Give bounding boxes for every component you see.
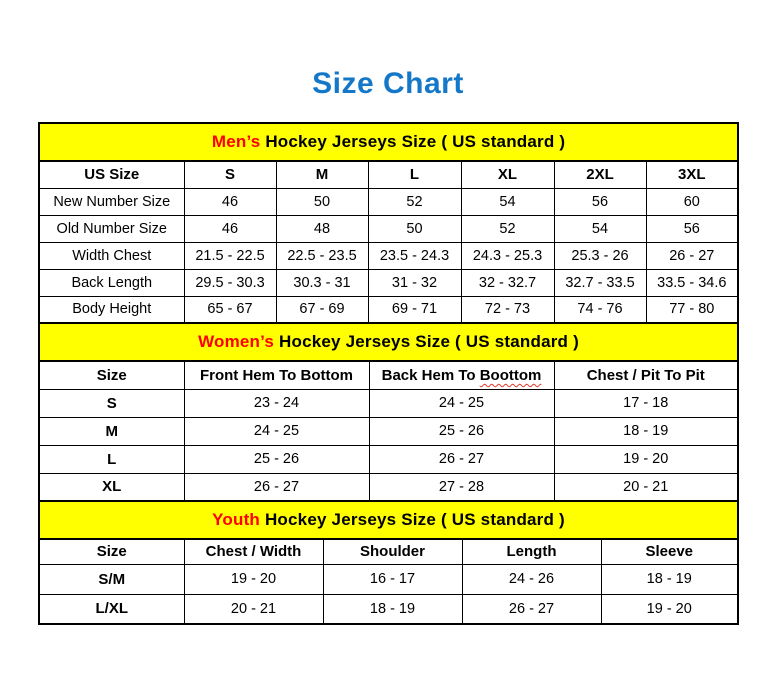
mens-header-row — [39, 161, 738, 188]
womens-section-title — [39, 323, 738, 361]
cell: 25.3 - 26 — [554, 242, 646, 269]
page-title: Size Chart — [312, 67, 464, 100]
cell: 21.5 - 22.5 — [184, 242, 276, 269]
table-row — [39, 389, 738, 417]
table-row — [39, 269, 738, 296]
cell: 46 — [184, 188, 276, 215]
cell: 24 - 26 — [462, 564, 601, 594]
cell: 16 - 17 — [323, 564, 462, 594]
mens-size-table — [38, 122, 739, 324]
table-row — [39, 594, 738, 624]
youth-col-header: Chest / Width — [184, 539, 323, 564]
row-label: M — [39, 417, 184, 445]
cell: 26 - 27 — [184, 473, 369, 501]
womens-header-row — [39, 361, 738, 389]
cell: 23.5 - 24.3 — [368, 242, 461, 269]
row-label: S/M — [39, 564, 184, 594]
youth-col-header: Length — [462, 539, 601, 564]
cell: 52 — [368, 188, 461, 215]
mens-col-header: 2XL — [554, 161, 646, 188]
womens-col-header-back-hem: Back Hem To — [381, 366, 480, 384]
cell: 18 - 19 — [554, 417, 738, 445]
cell: 19 - 20 — [184, 564, 323, 594]
cell: 50 — [276, 188, 368, 215]
womens-col-header: Front Hem To Bottom — [184, 361, 369, 389]
row-label: New Number Size — [39, 188, 184, 215]
womens-size-table — [38, 322, 739, 502]
cell: 77 - 80 — [646, 296, 738, 323]
mens-section-band — [39, 123, 738, 161]
table-row — [39, 215, 738, 242]
youth-section-band — [39, 501, 738, 539]
womens-section-title-rest: Hockey Jerseys Size ( US standard ) — [274, 332, 579, 351]
womens-section-band — [39, 323, 738, 361]
mens-col-header: US Size — [39, 161, 184, 188]
row-label: Width Chest — [39, 242, 184, 269]
cell: 60 — [646, 188, 738, 215]
mens-section-title — [39, 123, 738, 161]
misspelled-word: Boottom — [479, 366, 542, 384]
row-label: Old Number Size — [39, 215, 184, 242]
cell: 19 - 20 — [554, 445, 738, 473]
cell: 56 — [554, 188, 646, 215]
cell: 24 - 25 — [184, 417, 369, 445]
table-row — [39, 445, 738, 473]
cell: 24.3 - 25.3 — [461, 242, 554, 269]
youth-header-row — [39, 539, 738, 564]
tables-container — [38, 122, 737, 625]
womens-col-header: Size — [39, 361, 184, 389]
cell: 50 — [368, 215, 461, 242]
cell: 27 - 28 — [369, 473, 554, 501]
youth-size-table — [38, 500, 739, 625]
youth-col-header: Shoulder — [323, 539, 462, 564]
mens-section-title-rest: Hockey Jerseys Size ( US standard ) — [260, 132, 566, 151]
cell: 54 — [461, 188, 554, 215]
cell: 33.5 - 34.6 — [646, 269, 738, 296]
cell: 26 - 27 — [462, 594, 601, 624]
table-row — [39, 242, 738, 269]
cell: 29.5 - 30.3 — [184, 269, 276, 296]
youth-col-header: Sleeve — [601, 539, 738, 564]
cell: 20 - 21 — [554, 473, 738, 501]
row-label: XL — [39, 473, 184, 501]
cell: 56 — [646, 215, 738, 242]
youth-section-title-rest: Hockey Jerseys Size ( US standard ) — [260, 510, 565, 529]
row-label: Back Length — [39, 269, 184, 296]
table-row — [39, 473, 738, 501]
table-row — [39, 296, 738, 323]
row-label: L/XL — [39, 594, 184, 624]
cell: 23 - 24 — [184, 389, 369, 417]
cell: 17 - 18 — [554, 389, 738, 417]
row-label: Body Height — [39, 296, 184, 323]
cell: 72 - 73 — [461, 296, 554, 323]
cell: 54 — [554, 215, 646, 242]
mens-section-title-highlight: Men’s — [211, 132, 261, 151]
cell: 74 - 76 — [554, 296, 646, 323]
table-row — [39, 564, 738, 594]
youth-section-title-highlight: Youth — [212, 510, 261, 529]
womens-col-header — [369, 361, 554, 389]
cell: 48 — [276, 215, 368, 242]
row-label: L — [39, 445, 184, 473]
cell: 32.7 - 33.5 — [554, 269, 646, 296]
womens-section-title-highlight: Women’s — [198, 332, 275, 351]
cell: 19 - 20 — [601, 594, 738, 624]
cell: 22.5 - 23.5 — [276, 242, 368, 269]
mens-col-header: L — [368, 161, 461, 188]
table-row — [39, 417, 738, 445]
youth-section-title — [39, 501, 738, 539]
row-label: S — [39, 389, 184, 417]
cell: 31 - 32 — [368, 269, 461, 296]
cell: 18 - 19 — [323, 594, 462, 624]
cell: 30.3 - 31 — [276, 269, 368, 296]
mens-col-header: 3XL — [646, 161, 738, 188]
table-row — [39, 188, 738, 215]
cell: 18 - 19 — [601, 564, 738, 594]
cell: 46 — [184, 215, 276, 242]
cell: 67 - 69 — [276, 296, 368, 323]
cell: 25 - 26 — [369, 417, 554, 445]
womens-col-header: Chest / Pit To Pit — [554, 361, 738, 389]
cell: 24 - 25 — [369, 389, 554, 417]
mens-col-header: XL — [461, 161, 554, 188]
cell: 69 - 71 — [368, 296, 461, 323]
cell: 65 - 67 — [184, 296, 276, 323]
cell: 52 — [461, 215, 554, 242]
cell: 32 - 32.7 — [461, 269, 554, 296]
youth-col-header: Size — [39, 539, 184, 564]
cell: 26 - 27 — [646, 242, 738, 269]
cell: 25 - 26 — [184, 445, 369, 473]
cell: 20 - 21 — [184, 594, 323, 624]
mens-col-header: M — [276, 161, 368, 188]
mens-col-header: S — [184, 161, 276, 188]
cell: 26 - 27 — [369, 445, 554, 473]
